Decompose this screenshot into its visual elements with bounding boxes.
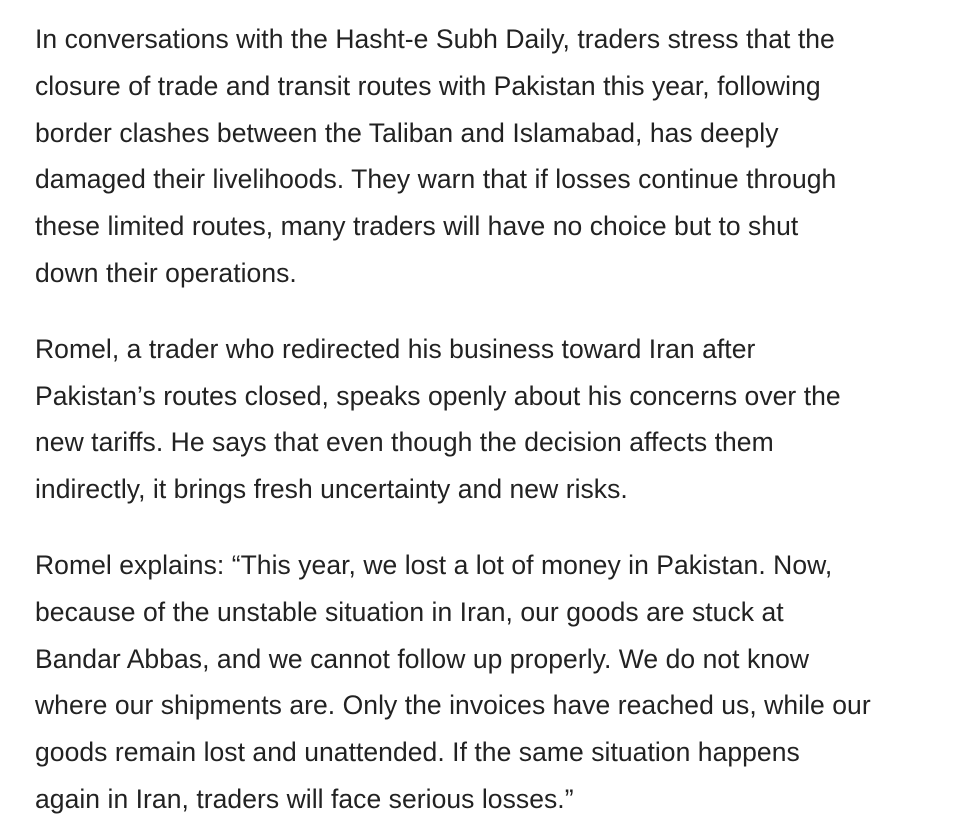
- article-body: [35, 16, 950, 823]
- article-paragraph-2: Romel, a trader who redirected his business toward Iran after Pakistan’s routes closed, speaks openly about his concerns over the new tariffs. He says that even though the decision affects them indirectly, it brings fresh uncertainty and new risks.: [35, 333, 841, 505]
- article-paragraph-3: Romel explains: “This year, we lost a lot of money in Pakistan. Now, because of the unstable situation in Iran, our goods are stuck at Bandar Abbas, and we cannot follow up properly. We do not know where our shipments are. Only the invoices have reached us, while our goods remain lost and unattended. If the same situation happens again in Iran, traders will face serious losses.”: [35, 549, 871, 814]
- article-paragraph-1: In conversations with the Hasht-e Subh Daily, traders stress that the closure of trade and transit routes with Pakistan this year, following border clashes between the Taliban and Islamabad, has deeply damaged their livelihoods. They warn that if losses continue through these limited routes, many traders will have no choice but to shut down their operations.: [35, 24, 837, 288]
